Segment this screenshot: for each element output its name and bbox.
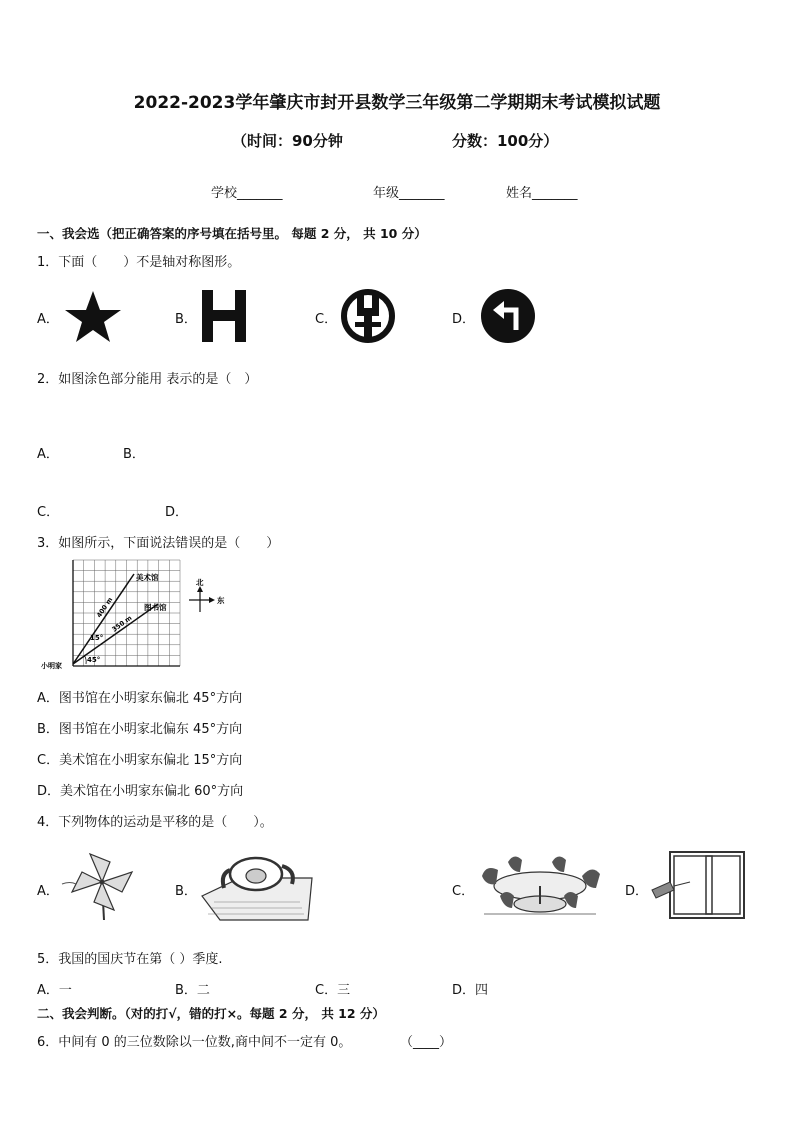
q2-option-c: C． [37, 505, 60, 520]
q3-option-c: C．美术馆在小明家东偏北 15°方向 [37, 753, 243, 768]
distance-400: 400 m [95, 595, 115, 620]
distance-350: 350 m [110, 613, 134, 634]
question-1: 1．下面（ ）不是轴对称图形。 [37, 255, 241, 270]
q1-option-b: B． [175, 312, 197, 327]
question-2: 2．如图涂色部分能用 表示的是（ ） [37, 372, 258, 387]
q3-option-a: A．图书馆在小明家东偏北 45°方向 [37, 691, 243, 706]
grade-field: 年级_______ [373, 186, 445, 201]
compass-icon [189, 586, 215, 612]
question-5: 5．我国的国庆节在第（ ）季度. [37, 952, 223, 967]
question-3: 3．如图所示，下面说法错误的是（ ） [37, 536, 280, 551]
q4-option-a: A． [37, 884, 59, 899]
question-4: 4．下列物体的运动是平移的是（ ）。 [37, 815, 273, 830]
north-label: 北 [196, 578, 204, 587]
east-label: 东 [217, 596, 225, 605]
q5-option-c: C．三 [315, 983, 351, 998]
q2-option-b: B． [123, 447, 145, 462]
q5-option-a: A．一 [37, 983, 72, 998]
pinwheel-icon [60, 848, 140, 920]
q4-option-d: D． [625, 884, 649, 899]
name-field: 姓名_______ [506, 186, 578, 201]
q3-option-d: D．美术馆在小明家东偏北 60°方向 [37, 784, 244, 799]
bank-logo-icon [340, 288, 396, 344]
museum-label: 美术馆 [136, 573, 159, 582]
q5-option-d: D．四 [452, 983, 489, 998]
q2-option-a: A． [37, 447, 59, 462]
angle-45: 45° [87, 656, 101, 664]
q6-answer-blank[interactable]: （____） [400, 1035, 453, 1050]
left-turn-sign-icon [480, 288, 536, 344]
q2-option-d: D． [165, 505, 189, 520]
section-2-heading: 二、我会判断。（对的打√，错的打×。每题 2 分， 共 12 分） [37, 1006, 385, 1021]
exam-time: （时间：90分钟 [232, 132, 343, 150]
q1-option-d: D． [452, 312, 476, 327]
sliding-window-icon [650, 850, 750, 920]
page-title: 2022-2023学年肇庆市封开县数学三年级第二学期期末考试模拟试题 [133, 93, 661, 113]
exam-score: 分数：100分） [452, 132, 559, 150]
angle-15: 15° [90, 634, 104, 642]
direction-map-figure [40, 556, 240, 678]
q1-option-a: A． [37, 312, 59, 327]
map-grid [73, 560, 180, 666]
home-label: 小明家 [41, 662, 62, 670]
q5-option-b: B．二 [175, 983, 210, 998]
q3-option-b: B．图书馆在小明家北偏东 45°方向 [37, 722, 243, 737]
section-1-heading: 一、我会选（把正确答案的序号填在括号里。 每题 2 分， 共 10 分） [37, 226, 427, 241]
q4-option-b: B． [175, 884, 197, 899]
star-icon [62, 289, 124, 345]
steering-wheel-icon [200, 852, 314, 922]
carousel-icon [478, 852, 602, 920]
question-6: 6．中间有 0 的三位数除以一位数,商中间不一定有 0。 [37, 1035, 352, 1050]
q1-option-c: C． [315, 312, 338, 327]
school-field: 学校_______ [211, 186, 283, 201]
library-label: 图书馆 [144, 603, 167, 612]
letter-h-icon [200, 290, 248, 342]
q4-option-c: C． [452, 884, 475, 899]
